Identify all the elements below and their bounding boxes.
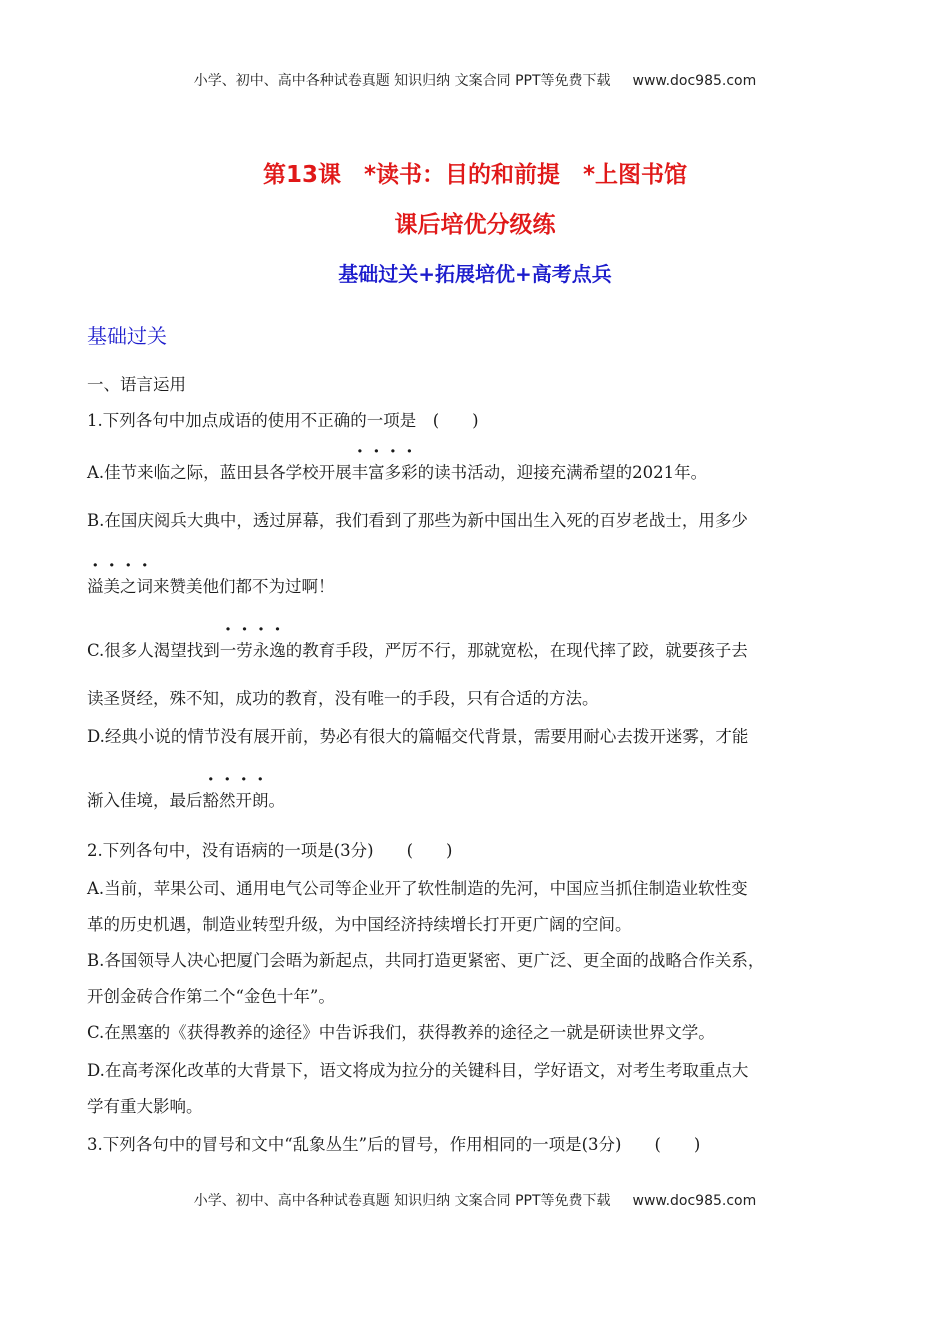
- question-2-option-b-line2: 开创金砖合作第二个“金色十年”。: [87, 987, 335, 1006]
- dotted-char: 劳: [236, 641, 253, 660]
- question-1-option-c-line1: [87, 640, 748, 662]
- question-1-option-b-line1: B.在国庆阅兵大典中，透过屏幕，我们看到了那些为新中国出生入死的百岁老战士，用多少: [87, 511, 748, 530]
- option-a-text-tail: 的读书活动，迎接充满希望的2021年。: [417, 463, 708, 482]
- footer-text: 小学、初中、高中各种试卷真题 知识归纳 文案合同 PPT等免费下载: [193, 1193, 611, 1209]
- question-2-option-d-line1: D.在高考深化改革的大背景下，语文将成为拉分的关键科目，学好语文，对考生考取重点大: [87, 1061, 749, 1080]
- question-2-stem: 2.下列各句中，没有语病的一项是(3分) ( ): [87, 841, 453, 860]
- dotted-char: 永: [252, 641, 270, 660]
- dotted-char: 富: [368, 463, 385, 482]
- dotted-char: 美: [103, 577, 120, 596]
- dotted-char: 开: [235, 791, 252, 810]
- lesson-levels: 基础过关+拓展培优+高考点兵: [338, 262, 612, 286]
- question-2-option-a-line1: A.当前，苹果公司、通用电气公司等企业开了软性制造的先河，中国应当抓住制造业软性变: [87, 879, 748, 898]
- header-url[interactable]: www.doc985.com: [632, 73, 757, 89]
- lesson-subtitle: 课后培优分级练: [394, 212, 556, 238]
- dotted-char: 然: [219, 791, 236, 810]
- question-1-option-b-line2: [87, 576, 335, 598]
- part-heading: 一、语言运用: [87, 375, 186, 394]
- dotted-char: 豁: [202, 791, 219, 810]
- header-text: 小学、初中、高中各种试卷真题 知识归纳 文案合同 PPT等免费下载: [193, 73, 611, 89]
- dotted-char: 溢: [87, 577, 104, 596]
- question-2-option-c: C.在黑塞的《获得教养的途径》中告诉我们，获得教养的途径之一就是研读世界文学。: [87, 1023, 715, 1042]
- dotted-char: 彩: [401, 463, 418, 482]
- dotted-char: 朗: [252, 791, 269, 810]
- question-2-option-b-line1: B.各国领导人决心把厦门会晤为新起点，共同打造更紧密、更广泛、更全面的战略合作关系，: [87, 951, 765, 970]
- question-2-option-d-line2: 学有重大影响。: [87, 1097, 203, 1116]
- question-1-option-a: [87, 462, 707, 484]
- section-heading: 基础过关: [87, 324, 167, 348]
- option-d-text-tail: 。: [268, 791, 285, 810]
- question-1-stem: 1.下列各句中加点成语的使用不正确的一项是 ( ): [87, 411, 479, 430]
- option-c-text: C.很多人渴望找到: [87, 641, 220, 660]
- option-c-text-tail: 的教育手段，严厉不行，那就宽松，在现代摔了跤，就要孩子去: [285, 641, 748, 660]
- dotted-char: 逸: [269, 641, 286, 660]
- question-2-option-a-line2: 革的历史机遇，制造业转型升级，为中国经济持续增长打开更广阔的空间。: [87, 915, 632, 934]
- question-1-option-d-line2: [87, 790, 285, 812]
- option-d-text: 渐入佳境，最后: [87, 791, 203, 810]
- dotted-char: 丰: [351, 463, 369, 482]
- page-footer: [0, 1190, 950, 1210]
- dotted-char: 词: [136, 577, 153, 596]
- option-a-text: A.佳节来临之际，蓝田县各学校开展: [87, 463, 352, 482]
- lesson-title: 第13课 *读书：目的和前提 *上图书馆: [262, 162, 688, 188]
- footer-url[interactable]: www.doc985.com: [632, 1193, 757, 1209]
- question-3-stem: 3.下列各句中的冒号和文中“乱象丛生”后的冒号，作用相同的一项是(3分) ( ): [87, 1135, 701, 1154]
- dotted-char: 多: [384, 463, 402, 482]
- page-header: [0, 70, 950, 90]
- question-1-option-c-line2: 读圣贤经，殊不知，成功的教育，没有唯一的手段，只有合适的方法。: [87, 689, 599, 708]
- option-b-text-tail: 来赞美他们都不为过啊！: [153, 577, 335, 596]
- dotted-char: 之: [120, 577, 137, 596]
- question-1-option-d-line1: D.经典小说的情节没有展开前，势必有很大的篇幅交代背景，需要用耐心去拨开迷雾，才能: [87, 727, 749, 746]
- dotted-char: 一: [219, 641, 237, 660]
